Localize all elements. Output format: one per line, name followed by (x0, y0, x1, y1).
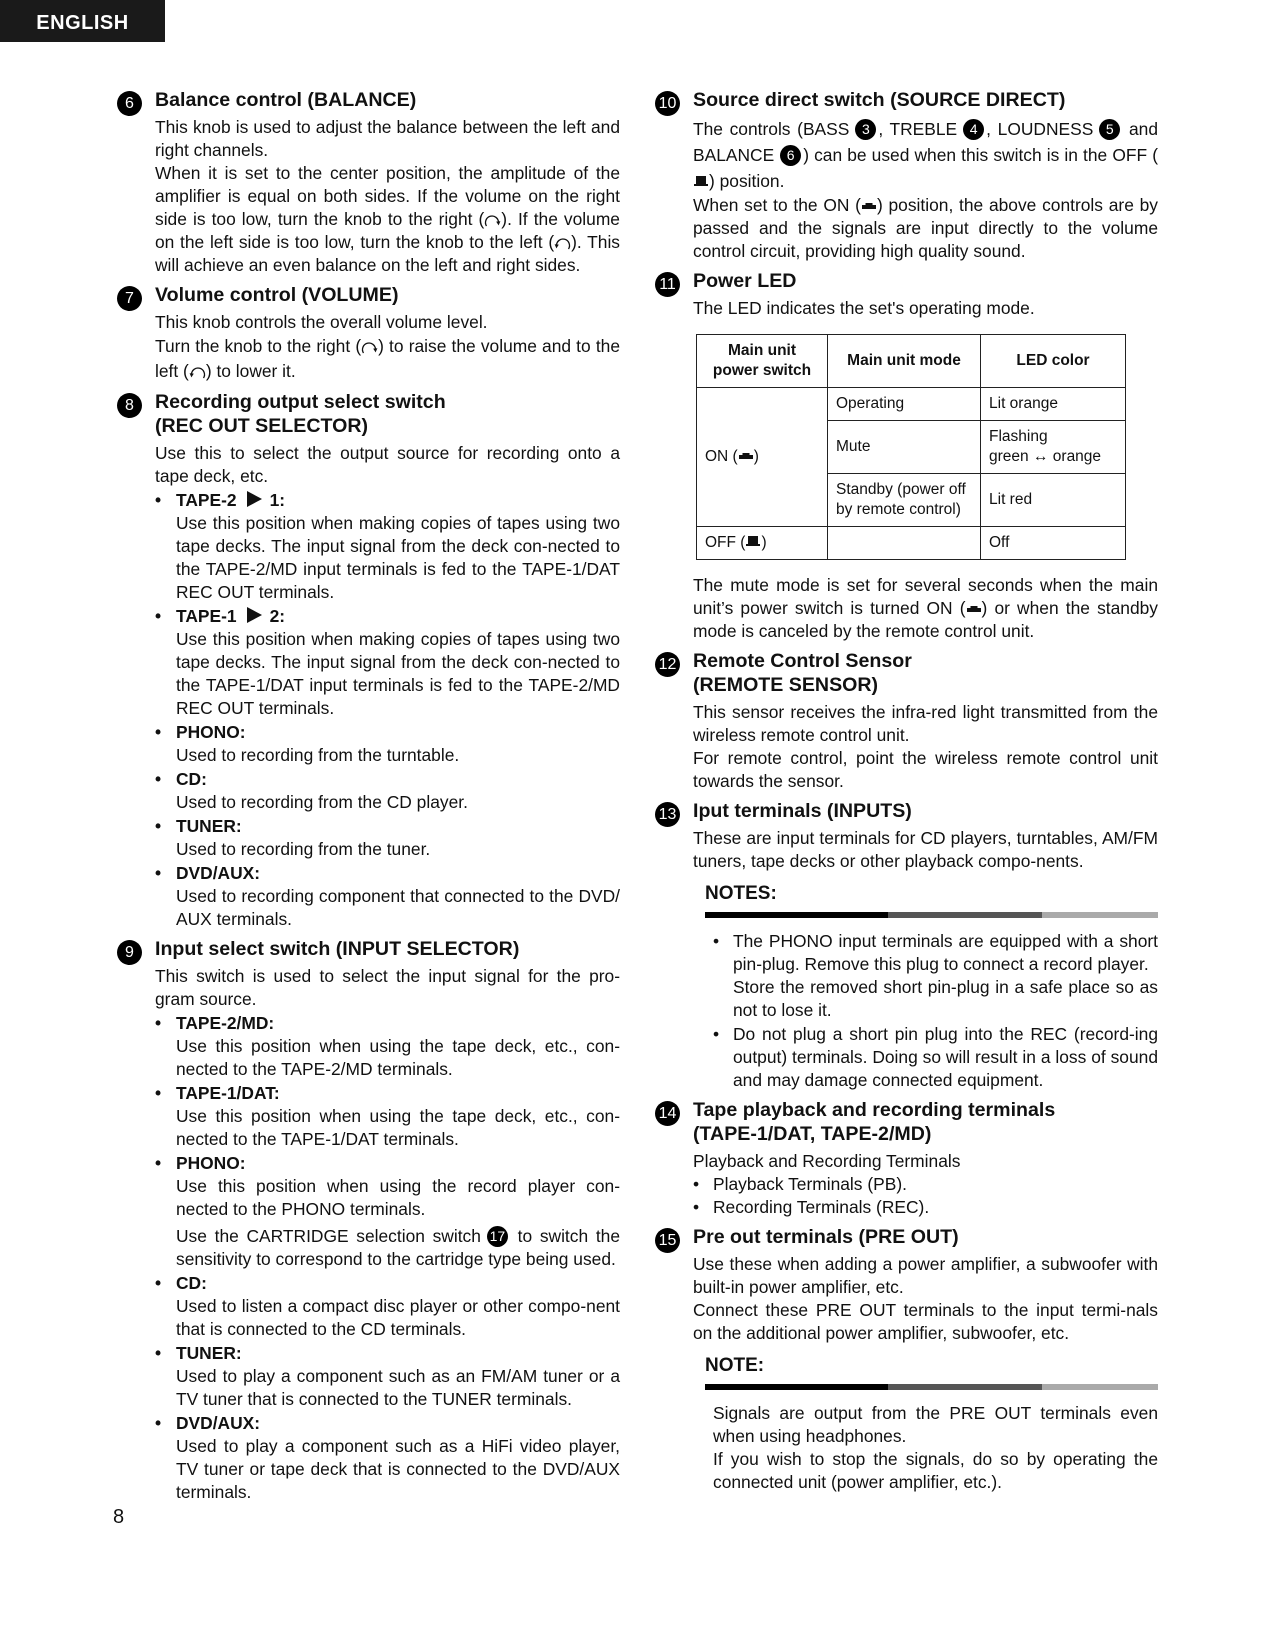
section-title: Balance control (BALANCE) (155, 89, 417, 111)
note-box (705, 1355, 1158, 1494)
paragraph: This sensor receives the infra-red light transmitted from the wireless remote control unit. (693, 702, 1158, 745)
paragraph: The mute mode is set for several seconds when the main unit’s power switch is turned ON ( ) or when the standby mode is canceled by the remote control unit. (693, 575, 1158, 641)
section-title: Source direct switch (SOURCE DIRECT) (693, 89, 1066, 111)
page-number: 8 (113, 1506, 125, 1528)
switch-on-icon (966, 601, 982, 614)
table-cell: Standby (power off by remote control) (828, 474, 981, 527)
list-item: • PHONO: Used to recording from the turntable. (155, 722, 460, 765)
paragraph: This switch is used to select the input signal for the pro-gram source. (155, 966, 620, 1009)
section-number-badge: 6 (780, 145, 801, 166)
section-pre-out (655, 1225, 1158, 1494)
section-number-badge: 8 (117, 393, 142, 418)
section-title: Tape playback and recording terminals (TAPE-1/DAT, TAPE-2/MD) (693, 1099, 1056, 1145)
paragraph: Connect these PRE OUT terminals to the input termi-nals on the additional power amplifier, subwoofer, etc. (693, 1300, 1158, 1343)
section-number-badge: 17 (487, 1226, 508, 1247)
table-cell: Lit red (981, 474, 1126, 527)
notes-title: NOTES: (705, 883, 777, 904)
section-title: Input select switch (INPUT SELECTOR) (155, 938, 520, 960)
section-title: Iput terminals (INPUTS) (693, 800, 912, 822)
list-item: • DVD/AUX: Used to recording component that connected to the DVD/ AUX terminals. (155, 863, 620, 929)
list-item: • DVD/AUX: Used to play a component such as a HiFi video player, TV tuner or tape deck that is connected to the DVD/AUX terminals. (155, 1413, 620, 1502)
section-number-badge: 5 (1099, 119, 1120, 140)
section-number-badge: 10 (655, 91, 680, 116)
section-title: Pre out terminals (PRE OUT) (693, 1226, 959, 1248)
section-number-badge: 14 (655, 1101, 680, 1126)
list-item: • TAPE-1 2: Use this position when making copies of tapes using two tape decks. The input signal from the deck con-nected to the TAPE-1/DAT input terminals is fed to the TAPE-2/MD REC OUT terminals. (155, 606, 620, 718)
table-cell: Operating (828, 388, 981, 421)
led-table (696, 334, 1126, 560)
option-list (155, 1012, 620, 1504)
section-tape-terminals (655, 1098, 1158, 1219)
paragraph: The controls (BASS 3 , TREBLE 4 , LOUDNESS 5 and BALANCE 6 ) can be used when this switch is in the OFF () position. (693, 119, 1158, 191)
section-source-direct (655, 88, 1158, 263)
notes-box (705, 883, 1158, 1092)
section-balance-control (117, 88, 620, 277)
section-input-selector (117, 937, 620, 1504)
paragraph: This knob controls the overall volume level. (155, 312, 488, 332)
section-number-badge: 3 (855, 119, 876, 140)
section-title: Remote Control Sensor (REMOTE SENSOR) (693, 650, 912, 696)
section-rec-out-selector (117, 390, 620, 931)
paragraph: For remote control, point the wireless remote control unit towards the sensor. (693, 748, 1158, 791)
section-number-badge: 15 (655, 1228, 680, 1253)
section-volume-control (117, 283, 620, 384)
list-item: • TAPE-1/DAT: Use this position when using the tape deck, etc., con-nected to the TAPE-1/DAT terminals. (155, 1083, 620, 1149)
option-list (155, 489, 620, 931)
section-remote-sensor (655, 649, 1158, 793)
switch-off-icon (693, 174, 709, 187)
table-cell: ON ( ) (697, 388, 828, 527)
paragraph: If you wish to stop the signals, do so by operating the connected unit (power amplifier, etc.). (713, 1449, 1158, 1492)
section-title: Volume control (VOLUME) (155, 284, 399, 306)
table-cell: Flashing green ↔ orange (981, 421, 1126, 474)
list-item: • PHONO: Use this position when using the record player con-nected to the PHONO terminals. Use the CARTRIDGE selection switch 17 to switch the sensitivity to correspond to the cartridge type being used. (155, 1153, 620, 1269)
list-item: • TAPE-2/MD: Use this position when using the tape deck, etc., con-nected to the TAPE-2/MD terminals. (155, 1013, 620, 1079)
list-item: • TAPE-2 1: Use this position when making copies of tapes using two tape decks. The input signal from the deck con-nected to the TAPE-2/MD input terminals is fed to the TAPE-1/DAT REC OUT terminals. (155, 490, 620, 602)
right-column (655, 86, 1158, 1500)
paragraph: When it is set to the center position, the amplitude of the amplifier is equal on both sides. If the volume on the right side is too low, turn the knob to the right ( ). If the volume on the left side is too low, turn the knob to the left ( ). This will achieve an even balance on the left and right sides. (155, 163, 621, 275)
paragraph: Signals are output from the PRE OUT terminals even when using headphones. (713, 1403, 1158, 1446)
section-title: Power LED (693, 270, 797, 292)
table-header-row (697, 335, 1126, 388)
section-title: Recording output select switch (REC OUT SELECTOR) (155, 391, 446, 437)
note-divider (705, 1384, 1158, 1390)
paragraph: When set to the ON ( ) position, the above controls are by passed and the signals are input directly to the volume control circuit, providing high quality sound. (693, 195, 1158, 261)
list-item: • Recording Terminals (REC). (693, 1197, 930, 1217)
language-tab: ENGLISH (0, 0, 165, 42)
knob-left-icon (189, 365, 206, 380)
table-header: LED color (981, 335, 1126, 388)
list-item: • TUNER: Used to recording from the tuner. (155, 816, 431, 859)
list-item: • Playback Terminals (PB). (693, 1174, 907, 1194)
section-number-badge: 12 (655, 652, 680, 677)
section-input-terminals (655, 799, 1158, 1092)
switch-on-icon (738, 448, 754, 461)
section-number-badge: 6 (117, 91, 142, 116)
section-number-badge: 11 (655, 272, 680, 297)
note-item: • The PHONO input terminals are equipped with a short pin-plug. Remove this plug to connect a record player. Store the removed short pin-plug in a safe place so as not to lose it. (713, 931, 1158, 1020)
paragraph: This knob is used to adjust the balance between the left and right channels. (155, 117, 620, 160)
notes-divider (705, 912, 1158, 918)
paragraph: Use this to select the output source for recording onto a tape deck, etc. (155, 443, 620, 486)
left-column (117, 86, 620, 1510)
paragraph: These are input terminals for CD players, turntables, AM/FM tuners, tape decks or other playback compo-nents. (693, 828, 1158, 871)
list-item: • TUNER: Used to play a component such as an FM/AM tuner or a TV tuner that is connected to the TUNER terminals. (155, 1343, 620, 1409)
table-row (697, 388, 1126, 421)
list-item: • CD: Used to listen a compact disc player or other compo-nent that is connected to the CD terminals. (155, 1273, 620, 1339)
table-cell: OFF ( ) (697, 527, 828, 560)
paragraph: Use these when adding a power amplifier, a subwoofer with built-in power amplifier, etc. (693, 1254, 1158, 1297)
table-row (697, 527, 1126, 560)
table-header: Main unit power switch (697, 335, 828, 388)
knob-right-icon (361, 340, 378, 355)
knob-right-icon (484, 213, 501, 228)
switch-off-icon (745, 534, 761, 547)
section-number-badge: 4 (963, 119, 984, 140)
section-number-badge: 9 (117, 940, 142, 965)
table-cell (828, 527, 981, 560)
note-item: • Do not plug a short pin plug into the REC (record-ing output) terminals. Doing so will result in a loss of sound and may damage connected equipment. (713, 1024, 1158, 1090)
section-number-badge: 7 (117, 286, 142, 311)
paragraph: Playback and Recording Terminals (693, 1151, 961, 1171)
paragraph: Turn the knob to the right ( ) to raise the volume and to the left ( ) to lower it. (155, 336, 620, 381)
arrow-right-icon (247, 491, 262, 507)
list-item: • CD: Used to recording from the CD player. (155, 769, 468, 812)
table-cell: Mute (828, 421, 981, 474)
table-header: Main unit mode (828, 335, 981, 388)
paragraph: The LED indicates the set's operating mode. (693, 298, 1035, 318)
table-cell: Off (981, 527, 1126, 560)
double-arrow-icon: ↔ (1032, 448, 1049, 465)
arrow-right-icon (247, 607, 262, 623)
section-power-led (655, 269, 1158, 643)
note-title: NOTE: (705, 1355, 765, 1376)
knob-left-icon (554, 236, 571, 251)
switch-on-icon (861, 198, 877, 211)
table-cell: Lit orange (981, 388, 1126, 421)
section-number-badge: 13 (655, 802, 680, 827)
